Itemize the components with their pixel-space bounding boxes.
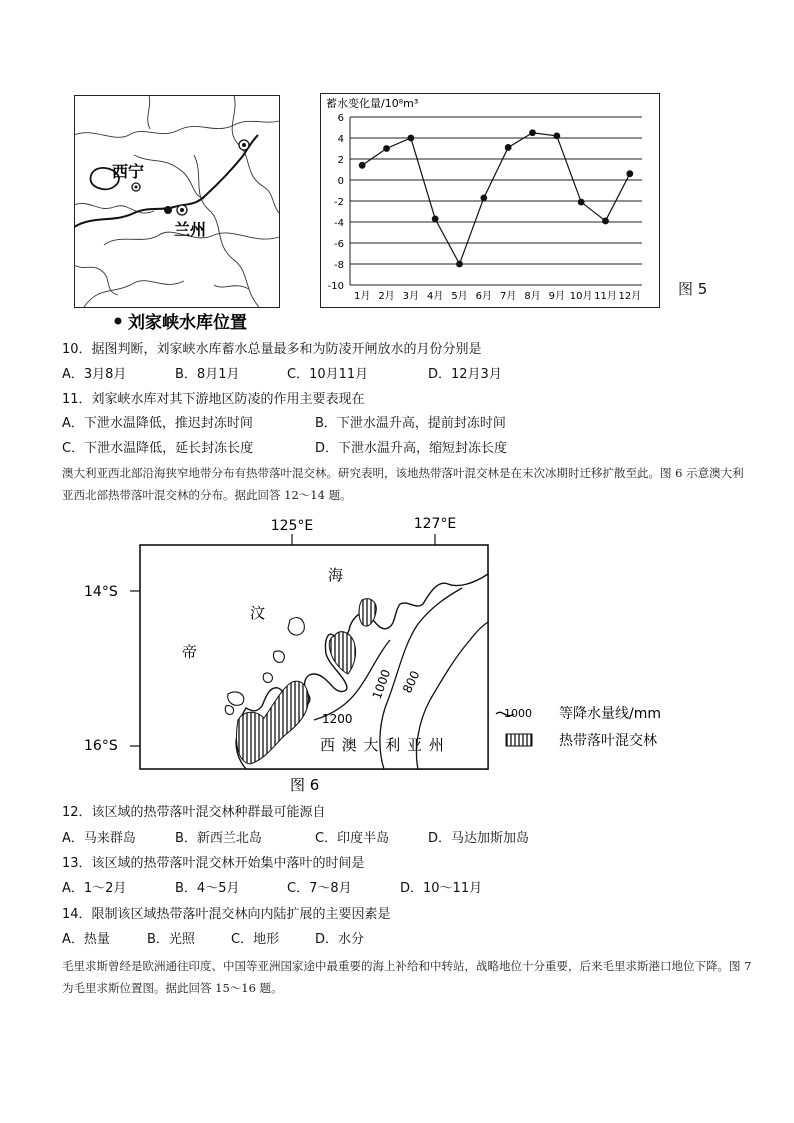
isohyet-1000-label: 1000 <box>369 667 394 702</box>
sea-label-wen: 汶 <box>250 604 266 622</box>
q11-option-d: D．下泄水温升高，缩短封冻长度 <box>315 441 508 456</box>
chart-point <box>505 144 512 151</box>
lat-16s-label: 16°S <box>84 738 118 754</box>
chart-ytick-label: 2 <box>337 155 344 166</box>
chart-xtick-label: 12月 <box>618 291 642 302</box>
chart-storage-change <box>320 93 660 308</box>
chart-ytick-label: -8 <box>334 260 344 271</box>
q11-option-b: B．下泄水温升高，提前封冻时间 <box>315 416 506 431</box>
chart-xtick-label: 8月 <box>524 291 541 302</box>
legend-isohyet-label: 等降水量线/mm <box>559 706 661 722</box>
chart-xtick-label: 10月 <box>569 291 593 302</box>
map-label-lanzhou: 兰州 <box>174 220 207 239</box>
q10-option-d: D．12月3月 <box>428 367 502 382</box>
map-liujiaxia-drawing <box>74 95 280 333</box>
chart-xtick-label: 1月 <box>353 291 371 302</box>
intro-12-14: 澳大利亚西北部沿海狭窄地带分布有热带落叶混交林。研究表明，该地热带落叶混交林是在末次冰期时迁移扩散至此。图 6 示意澳大利亚西北部热带落叶混交林的分布。据此回答 12～14 题。 <box>62 466 744 502</box>
chart-xtick-label: 6月 <box>475 291 493 302</box>
q14-stem: 14．限制该区域热带落叶混交林向内陆扩展的主要因素是 <box>62 907 391 922</box>
chart-xtick-label: 9月 <box>548 291 566 302</box>
isohyet-800-label: 800 <box>400 668 423 696</box>
chart-point <box>602 218 609 225</box>
map-caption: 刘家峡水库位置 <box>128 313 247 333</box>
chart-point <box>407 135 414 142</box>
lon-127e-label: 127°E <box>413 516 457 532</box>
chart-point <box>432 215 439 222</box>
chart-ytick-label: 0 <box>337 176 344 187</box>
chart-ylabel: 蓄水变化量/10⁸m³ <box>326 97 419 110</box>
q13-option-d: D．10～11月 <box>400 881 483 896</box>
q12-stem: 12．该区域的热带落叶混交林种群最可能源自 <box>62 805 326 820</box>
q11-stem: 11．刘家峡水库对其下游地区防凌的作用主要表现在 <box>62 392 365 407</box>
legend-forest-symbol <box>506 734 532 746</box>
q14-option-c: C．地形 <box>231 932 280 947</box>
chart-ytick-label: 4 <box>337 134 344 145</box>
intro-15-16: 毛里求斯曾经是欧洲通往印度、中国等亚洲国家途中最重要的海上补给和中转站，战略地位十分重要，后来毛里求斯港口地位下降。图 7 为毛里求斯位置图。据此回答 15～16 题。 <box>62 959 752 995</box>
chart-point <box>359 162 366 169</box>
chart-xtick-label: 11月 <box>594 291 617 302</box>
lat-14s-label: 14°S <box>84 584 118 600</box>
chart-xtick-label: 2月 <box>378 291 395 302</box>
legend-forest-label: 热带落叶混交林 <box>559 733 657 749</box>
chart-point <box>529 129 536 136</box>
chart-point <box>553 133 560 140</box>
chart-point <box>626 170 633 177</box>
q10-option-a: A．3月8月 <box>62 367 127 382</box>
region-label: 西 澳 大 利 亚 州 <box>320 736 445 754</box>
isohyet-1200-label: 1200 <box>322 712 353 726</box>
chart-ytick-label: -10 <box>327 281 344 292</box>
chart-point <box>578 199 585 206</box>
q10-option-b: B．8月1月 <box>175 367 240 382</box>
q12-option-c: C．印度半岛 <box>315 831 390 846</box>
q13-option-a: A．1～2月 <box>62 881 127 896</box>
chart-ytick-label: -6 <box>334 239 344 250</box>
lon-125e-label: 125°E <box>270 518 314 534</box>
map-nw-australia-drawing <box>78 514 678 796</box>
figure6-label: 图 6 <box>290 776 320 794</box>
map-liujiaxia <box>74 95 280 333</box>
chart-point <box>480 194 487 201</box>
q10-option-c: C．10月11月 <box>287 367 369 382</box>
chart-xtick-label: 7月 <box>499 291 517 302</box>
chart-storage-change-svg <box>320 93 660 308</box>
chart-point <box>383 145 390 152</box>
q14-option-d: D．水分 <box>315 932 365 947</box>
q10-stem: 10．据图判断，刘家峡水库蓄水总量最多和为防凌开闸放水的月份分别是 <box>62 342 482 357</box>
q11-option-c: C．下泄水温降低，延长封冻长度 <box>62 441 254 456</box>
q13-option-b: B．4～5月 <box>175 881 240 896</box>
legend-isohyet-sample: 1000 <box>504 707 532 720</box>
chart-xtick-label: 5月 <box>451 291 468 302</box>
q12-option-b: B．新西兰北岛 <box>175 831 262 846</box>
chart-ytick-label: -2 <box>334 197 344 208</box>
sea-label-di: 帝 <box>182 643 198 661</box>
q11-option-a: A．下泄水温降低，推迟封冻时间 <box>62 416 253 431</box>
map-label-xining: 西宁 <box>112 162 145 181</box>
q12-option-d: D．马达加斯加岛 <box>428 831 530 846</box>
q13-option-c: C．7～8月 <box>287 881 352 896</box>
figure5-label: 图 5 <box>678 280 708 298</box>
chart-ytick-label: -4 <box>334 218 344 229</box>
q14-option-b: B．光照 <box>147 932 195 947</box>
chart-xtick-label: 4月 <box>426 291 444 302</box>
chart-ytick-label: 6 <box>337 113 344 124</box>
sea-label-hai: 海 <box>328 566 344 584</box>
q12-option-a: A．马来群岛 <box>62 831 136 846</box>
map-nw-australia <box>78 514 678 796</box>
chart-xtick-label: 3月 <box>402 291 420 302</box>
q13-stem: 13．该区域的热带落叶混交林开始集中落叶的时间是 <box>62 856 365 871</box>
chart-point <box>456 261 463 268</box>
q14-option-a: A．热量 <box>62 932 110 947</box>
liujiaxia-reservoir-marker <box>164 206 172 214</box>
